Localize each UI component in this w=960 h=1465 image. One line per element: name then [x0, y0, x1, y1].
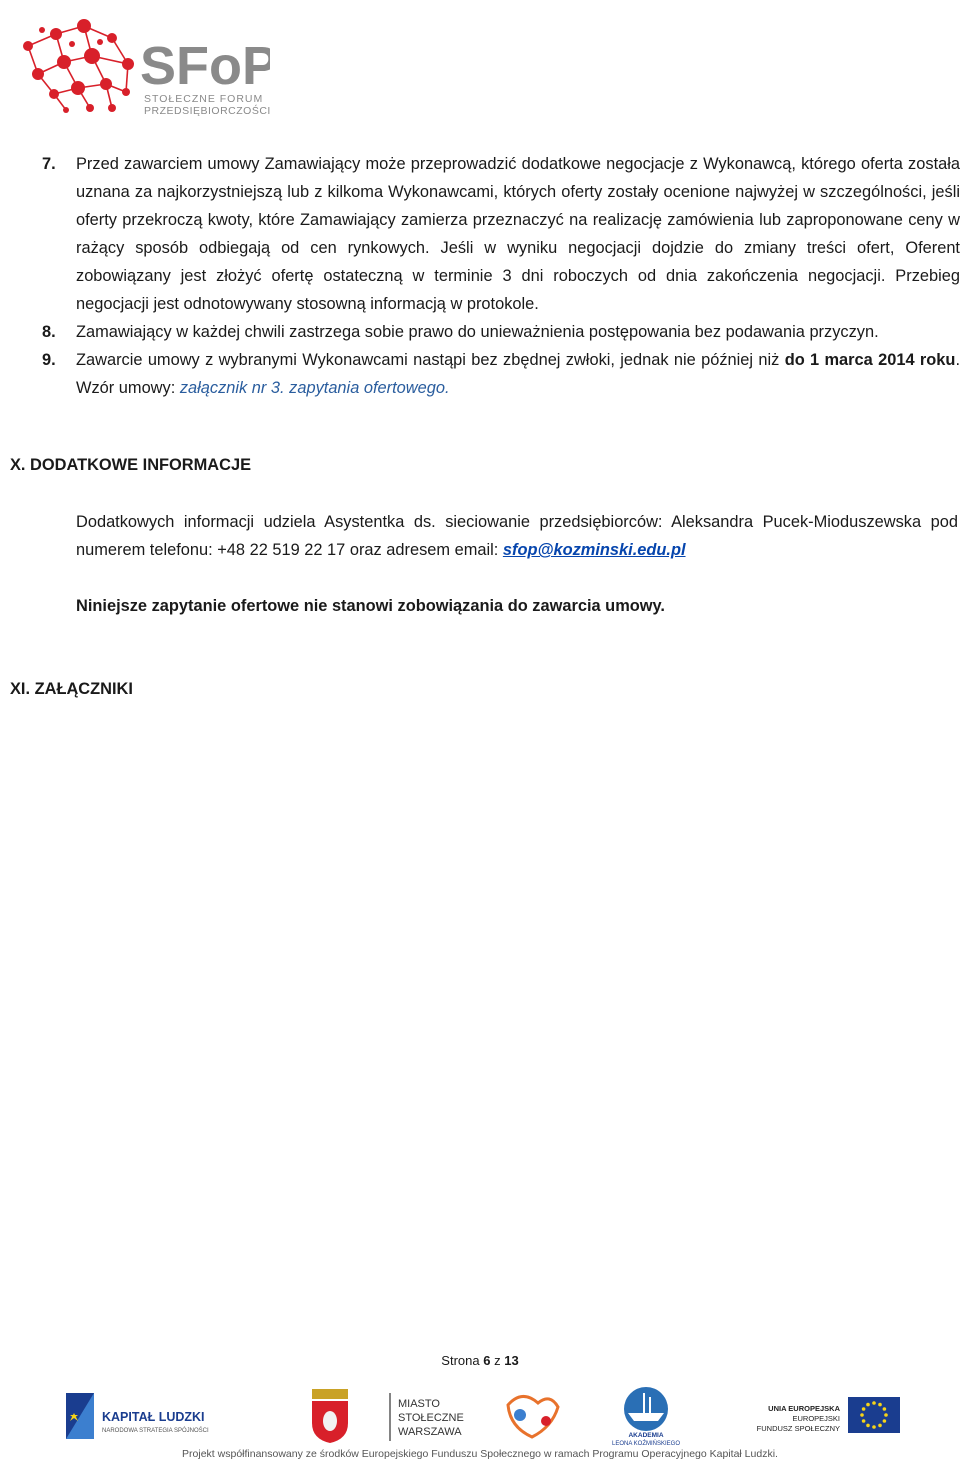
footer-note: Projekt współfinansowany ze środków Europejskiego Funduszu Społecznego w ramach Programu Operacyjnego Kapitał Ludzki.: [182, 1448, 778, 1460]
list-item-8: [42, 318, 960, 346]
list-text: [76, 346, 960, 402]
warsaw-crest-icon: [312, 1389, 348, 1443]
sfop-logo: [8, 4, 270, 128]
miasto-warszawa-logo: [398, 1398, 464, 1438]
footer-logos: [60, 1385, 910, 1447]
akademia-kozminskiego-logo: [612, 1387, 680, 1447]
eu-line2: EUROPEJSKI: [792, 1414, 840, 1423]
list-item-7: [42, 150, 960, 318]
list-number: 8.: [42, 323, 56, 341]
email-link[interactable]: sfop@kozminski.edu.pl: [502, 541, 686, 559]
page-label: Strona: [441, 1353, 480, 1368]
page-separator: z: [494, 1353, 501, 1368]
logo-line2: PRZEDSIĘBIORCZOŚCI: [144, 105, 270, 117]
list-number: 9.: [42, 351, 56, 369]
page-total: 13: [504, 1353, 519, 1368]
contact-text: Dodatkowych informacji udziela Asystentka ds. sieciowanie przedsiębiorców: Aleksandra Pucek-Mioduszewska pod numerem telefonu: +48 22 519 22 17 oraz adresem email:: [76, 513, 958, 559]
contact-paragraph: [76, 508, 958, 564]
footer-logos-strip: [60, 1385, 910, 1447]
list-text: Przed zawarciem umowy Zamawiający może przeprowadzić dodatkowe negocjacje z Wykonawcą, którego oferta została uznana za najkorzystniejszą lub z kilkoma Wykonawcami, których oferty zostały ocenione najwyżej w szczególności, jeśli oferty przekroczą kwoty, które Zamawiający zamierza przeznaczyć na realizację zamówienia lub zaproponowane ceny w rażący sposób odbiegają od cen rynkowych. Jeśli w wyniku negocjacji dojdzie do zmiany treści ofert, Oferent zobowiązany jest złożyć ofertę ostateczną w terminie 3 dni roboczych od dnia zakończenia negocjacji. Przebieg negocjacji jest odnotowywany stosowną informacją w protokole.: [76, 155, 960, 313]
list-item-9: [42, 346, 960, 402]
akademia-line2: LEONA KOŹMIŃSKIEGO: [611, 1441, 681, 1447]
deadline-text: do 1 marca 2014 roku: [784, 351, 956, 369]
eu-line1: UNIA EUROPEJSKA: [768, 1404, 840, 1413]
logo-line1: STOŁECZNE FORUM: [144, 93, 264, 105]
list-text-part: Zawarcie umowy z wybranymi Wykonawcami nastąpi bez zbędnej zwłoki, jednak nie później niż: [76, 351, 785, 369]
kapital-sub: NARODOWA STRATEGIA SPÓJNOŚCI: [102, 1428, 209, 1434]
eu-line3: FUNDUSZ SPOŁECZNY: [756, 1424, 840, 1433]
section-x-heading: X. DODATKOWE INFORMACJE: [10, 456, 252, 474]
list-number: 7.: [42, 155, 56, 173]
logo-name: SFoP: [140, 36, 270, 96]
list-text-part: . Wzór umowy:: [76, 351, 960, 397]
section-xi-heading: XI. ZAŁĄCZNIKI: [10, 680, 133, 698]
sfop-network-icon: [8, 4, 270, 128]
list-text: Zamawiający w każdej chwili zastrzega sobie prawo do unieważnienia postępowania bez podawania przyczyn.: [76, 323, 879, 341]
attachment-reference: załącznik nr 3. zapytania ofertowego.: [179, 379, 450, 397]
notice-text: Niniejsze zapytanie ofertowe nie stanowi zobowiązania do zawarcia umowy.: [76, 597, 665, 615]
eu-logo: [757, 1397, 900, 1433]
miasto-line2: STOŁECZNE: [398, 1412, 464, 1424]
akademia-line1: AKADEMIA: [628, 1432, 664, 1439]
kapital-title: KAPITAŁ LUDZKI: [102, 1410, 205, 1424]
miasto-line3: WARSZAWA: [398, 1426, 462, 1438]
kapital-ludzki-logo: [66, 1393, 209, 1439]
page-current: 6: [483, 1353, 491, 1368]
page-number: [0, 1353, 960, 1368]
miasto-line1: MIASTO: [398, 1398, 440, 1410]
campaign-logo: [508, 1396, 558, 1437]
